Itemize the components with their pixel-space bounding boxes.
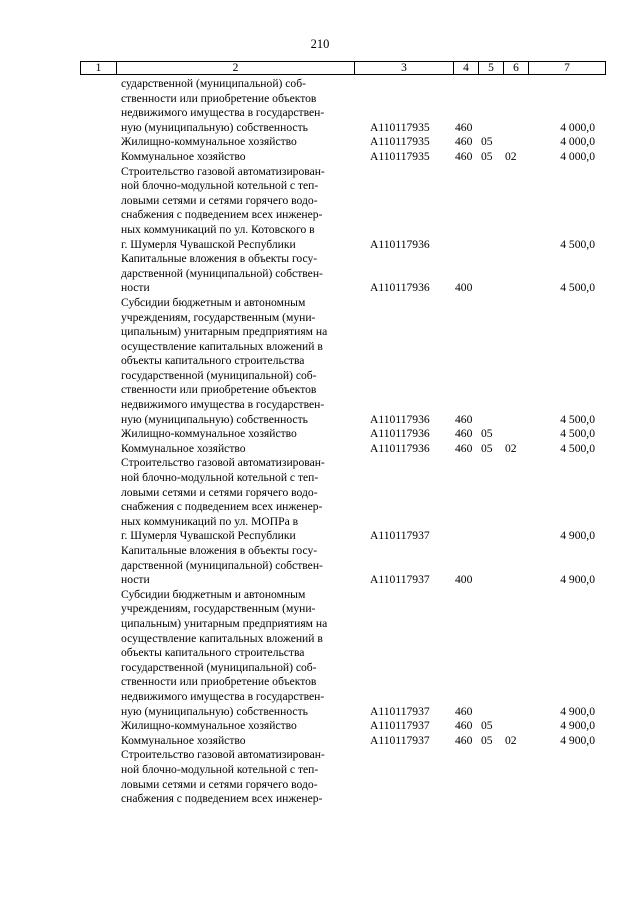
description-line: ных коммуникаций по ул. Котовского в <box>121 222 315 236</box>
description-line: ципальным) унитарным предприятиям на <box>121 616 328 630</box>
expense-type-code: 460 <box>455 120 473 134</box>
description-line: Строительство газовой автоматизирован- <box>121 748 325 762</box>
column-header-table <box>80 61 606 75</box>
description-line: ной блочно-модульной котельной с теп- <box>121 471 319 485</box>
row-description <box>121 734 355 749</box>
table-row <box>0 588 640 719</box>
section-code: 05 <box>481 441 493 455</box>
description-line: ловыми сетями и сетями горячего водо- <box>121 193 318 207</box>
row-description <box>121 150 355 165</box>
target-article-code: А110117937 <box>370 529 430 543</box>
section-code: 05 <box>481 135 493 149</box>
row-description <box>121 135 355 150</box>
description-line: недвижимого имущества в государствен- <box>121 398 325 412</box>
description-line: ную (муниципальную) собственность <box>121 120 308 134</box>
row-description <box>121 427 355 442</box>
description-line: ловыми сетями и сетями горячего водо- <box>121 777 318 791</box>
target-article-code: А110117937 <box>370 733 430 747</box>
table-row <box>0 748 640 806</box>
description-line: ственности или приобретение объектов <box>121 91 317 105</box>
description-line: осуществление капитальных вложений в <box>121 339 323 353</box>
amount-value: 4 500,0 <box>560 441 595 455</box>
column-header-2: 2 <box>117 62 355 75</box>
column-header-4: 4 <box>454 62 479 75</box>
target-article-code: А110117937 <box>370 704 430 718</box>
row-description <box>121 544 355 588</box>
amount-value: 4 500,0 <box>560 412 595 426</box>
table-row <box>0 442 640 457</box>
page-number: 210 <box>310 37 330 51</box>
expense-type-code: 460 <box>455 719 473 733</box>
description-line: ной блочно-модульной котельной с теп- <box>121 762 319 776</box>
amount-value: 4 500,0 <box>560 427 595 441</box>
expense-type-code: 400 <box>455 573 473 587</box>
description-line: Жилищно-коммунальное хозяйство <box>121 135 297 149</box>
amount-value: 4 900,0 <box>560 573 595 587</box>
description-line: Жилищно-коммунальное хозяйство <box>121 427 297 441</box>
section-code: 05 <box>481 149 493 163</box>
section-code: 05 <box>481 427 493 441</box>
description-line: ловыми сетями и сетями горячего водо- <box>121 485 318 499</box>
table-row <box>0 150 640 165</box>
column-header-7: 7 <box>529 62 606 75</box>
table-row <box>0 252 640 296</box>
description-line: снабжения с подведением всех инженер- <box>121 500 323 514</box>
target-article-code: А110117935 <box>370 135 430 149</box>
description-line: ности <box>121 573 150 587</box>
expense-type-code: 460 <box>455 733 473 747</box>
expense-type-code: 460 <box>455 427 473 441</box>
amount-value: 4 900,0 <box>560 733 595 747</box>
table-row <box>0 135 640 150</box>
amount-value: 4 500,0 <box>560 237 595 251</box>
description-line: Капитальные вложения в объекты госу- <box>121 544 318 557</box>
description-line: Капитальные вложения в объекты госу- <box>121 252 318 266</box>
description-line: недвижимого имущества в государствен- <box>121 689 325 703</box>
description-line: государственной (муниципальной) соб- <box>121 368 317 382</box>
table-row <box>0 719 640 734</box>
target-article-code: А110117936 <box>370 281 430 295</box>
row-description <box>121 165 355 253</box>
description-line: г. Шумерля Чувашской Республики <box>121 237 296 251</box>
row-description <box>121 748 355 806</box>
description-line: осуществление капитальных вложений в <box>121 631 323 645</box>
description-line: Коммунальное хозяйство <box>121 733 246 747</box>
subsection-code: 02 <box>505 149 517 163</box>
description-line: Коммунальное хозяйство <box>121 149 246 163</box>
description-line: снабжения с подведением всех инженер- <box>121 208 323 222</box>
expense-type-code: 460 <box>455 441 473 455</box>
row-description <box>121 252 355 296</box>
row-description <box>121 719 355 734</box>
target-article-code: А110117936 <box>370 412 430 426</box>
amount-value: 4 900,0 <box>560 704 595 718</box>
target-article-code: А110117937 <box>370 719 430 733</box>
description-line: снабжения с подведением всех инженер- <box>121 792 323 806</box>
description-line: Строительство газовой автоматизирован- <box>121 456 325 470</box>
row-description <box>121 456 355 544</box>
description-line: ности <box>121 281 150 295</box>
table-row <box>0 734 640 749</box>
row-description <box>121 77 355 135</box>
description-line: учреждениям, государственным (муни- <box>121 310 316 324</box>
description-line: объекты капитального строительства <box>121 354 305 368</box>
description-line: Коммунальное хозяйство <box>121 441 246 455</box>
table-row <box>0 296 640 427</box>
description-line: ной блочно-модульной котельной с теп- <box>121 179 319 193</box>
description-line: государственной (муниципальной) соб- <box>121 660 317 674</box>
subsection-code: 02 <box>505 441 517 455</box>
budget-table-body <box>0 77 640 807</box>
table-row <box>0 165 640 253</box>
table-row <box>0 77 640 135</box>
row-description <box>121 296 355 427</box>
subsection-code: 02 <box>505 733 517 747</box>
amount-value: 4 500,0 <box>560 281 595 295</box>
expense-type-code: 460 <box>455 412 473 426</box>
column-header-row <box>81 62 606 75</box>
amount-value: 4 000,0 <box>560 120 595 134</box>
row-description <box>121 442 355 457</box>
target-article-code: А110117936 <box>370 441 430 455</box>
table-row <box>0 456 640 544</box>
column-header-3: 3 <box>355 62 454 75</box>
amount-value: 4 900,0 <box>560 529 595 543</box>
table-row <box>0 544 640 588</box>
column-header-1: 1 <box>81 62 117 75</box>
description-line: объекты капитального строительства <box>121 646 305 660</box>
expense-type-code: 460 <box>455 135 473 149</box>
expense-type-code: 460 <box>455 704 473 718</box>
section-code: 05 <box>481 733 493 747</box>
description-line: учреждениям, государственным (муни- <box>121 602 316 616</box>
expense-type-code: 400 <box>455 281 473 295</box>
target-article-code: А110117936 <box>370 237 430 251</box>
description-line: г. Шумерля Чувашской Республики <box>121 529 296 543</box>
target-article-code: А110117937 <box>370 573 430 587</box>
column-header-6: 6 <box>504 62 529 75</box>
column-header-5: 5 <box>479 62 504 75</box>
description-line: недвижимого имущества в государствен- <box>121 106 325 120</box>
section-code: 05 <box>481 719 493 733</box>
expense-type-code: 460 <box>455 149 473 163</box>
target-article-code: А110117936 <box>370 427 430 441</box>
description-line: сударственной (муниципальной) соб- <box>121 77 306 90</box>
description-line: ственности или приобретение объектов <box>121 383 317 397</box>
description-line: ственности или приобретение объектов <box>121 675 317 689</box>
description-line: Строительство газовой автоматизирован- <box>121 164 325 178</box>
description-line: ципальным) унитарным предприятиям на <box>121 325 328 339</box>
description-line: Субсидии бюджетным и автономным <box>121 587 306 601</box>
description-line: дарственной (муниципальной) собствен- <box>121 266 323 280</box>
target-article-code: А110117935 <box>370 149 430 163</box>
table-row <box>0 427 640 442</box>
amount-value: 4 900,0 <box>560 719 595 733</box>
target-article-code: А110117935 <box>370 120 430 134</box>
description-line: ных коммуникаций по ул. МОПРа в <box>121 514 299 528</box>
row-description <box>121 588 355 719</box>
amount-value: 4 000,0 <box>560 135 595 149</box>
description-line: ную (муниципальную) собственность <box>121 412 308 426</box>
amount-value: 4 000,0 <box>560 149 595 163</box>
description-line: ную (муниципальную) собственность <box>121 704 308 718</box>
description-line: Жилищно-коммунальное хозяйство <box>121 719 297 733</box>
description-line: дарственной (муниципальной) собствен- <box>121 558 323 572</box>
description-line: Субсидии бюджетным и автономным <box>121 295 306 309</box>
